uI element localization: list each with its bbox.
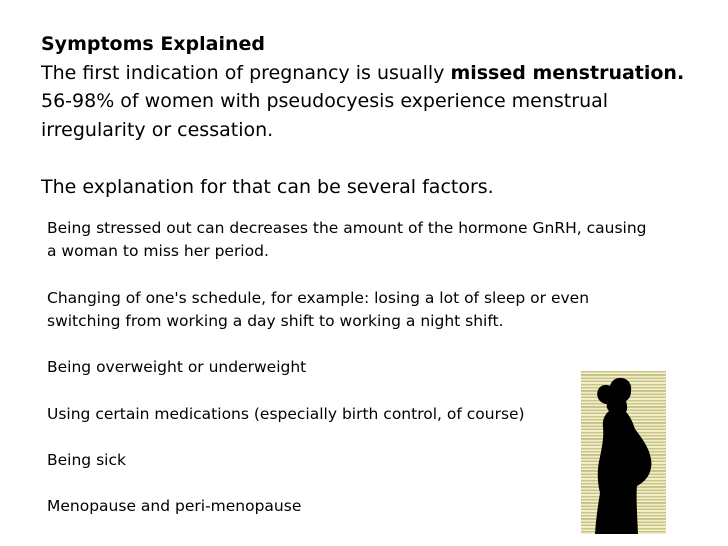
intro-section: [41, 30, 701, 201]
intro-emphasis: missed menstruation.: [450, 61, 685, 84]
intro-paragraph: [41, 59, 701, 145]
factor-item-menopause: Menopause and peri-menopause: [47, 497, 302, 516]
silhouette-shape: [595, 378, 651, 534]
factor-gap: [47, 472, 647, 495]
pregnant-woman-silhouette-icon: [581, 371, 666, 534]
pregnancy-illustration: [581, 371, 666, 534]
lead-sentence: The explanation for that can be several factors.: [41, 175, 494, 198]
factor-item-sick: Being sick: [47, 450, 126, 469]
factor-gap: [47, 263, 647, 286]
factor-item-schedule: Changing of one's schedule, for example: losing a lot of sleep or even switching from working a day shift to working a night shift.: [47, 288, 590, 330]
factor-item-medications: Using certain medications (especially birth control, of course): [47, 404, 525, 423]
factor-gap: [47, 426, 647, 449]
intro-text-end: 56-98% of women with pseudocyesis experience menstrual irregularity or cessation.: [41, 90, 609, 141]
factor-item-weight: Being overweight or underweight: [47, 358, 307, 377]
factor-gap: [47, 333, 647, 356]
paragraph-spacer: [41, 144, 701, 173]
intro-text-start: The first indication of pregnancy is usually: [41, 61, 451, 84]
factor-list: [47, 217, 647, 519]
factor-gap: [47, 379, 647, 402]
slide-title: Symptoms Explained: [41, 33, 266, 55]
factor-item-stress: Being stressed out can decreases the amount of the hormone GnRH, causing a woman to miss her period.: [47, 219, 647, 261]
